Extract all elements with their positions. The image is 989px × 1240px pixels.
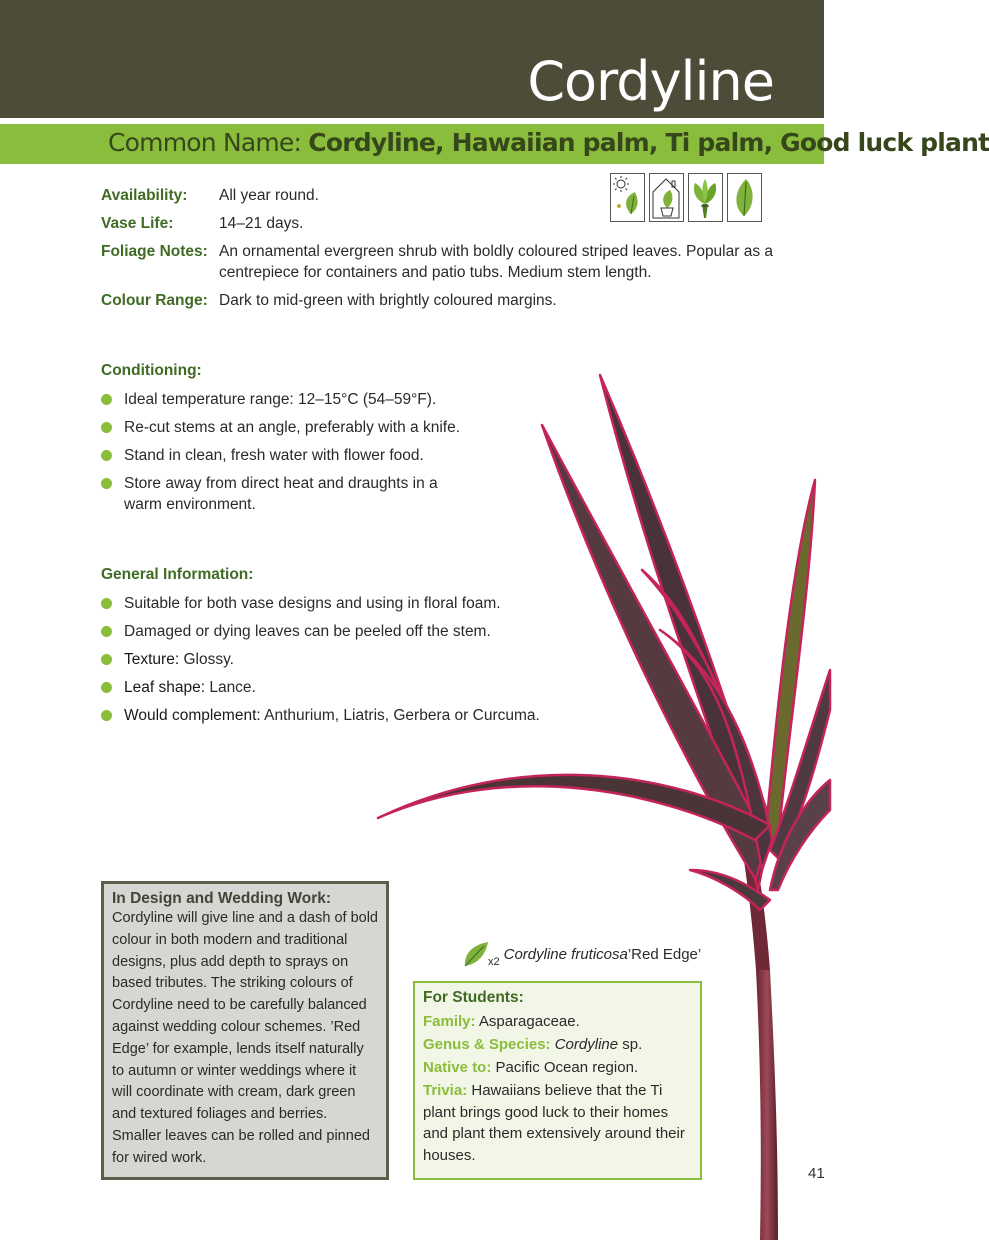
fact-foliage-notes [101,241,781,283]
list-item-term: Would complement: [124,707,261,724]
design-text: Cordyline will give line and a dash of bold colour in both modern and traditional designs, plus add depth to sprays on based tributes. The striking colours of Cordyline need to be carefully balanced against wedding colour schemes. ’Red Edge’ for example, lends itself naturally to autumn or winter weddings where it will coordinate with cream, dark green and textured foliages and berries. Smaller leaves can be rolled and pinned for wired work. [112,910,378,1166]
conditioning-list [101,389,481,522]
bullet-icon [101,654,112,665]
facts-list [101,185,781,318]
common-name-value: Cordyline, Hawaiian palm, Ti palm, Good luck plant [308,128,989,157]
list-item-text: Ideal temperature range: 12–15°C (54–59°F). [124,391,437,408]
common-name [108,128,989,157]
genus-value: Cordyline [554,1036,619,1053]
common-name-label: Common Name: [108,128,302,157]
list-item [101,705,571,726]
list-item [101,649,571,670]
multiplier-label: x2 [488,956,500,968]
list-item-text: Store away from direct heat and draughts in a warm environment. [124,475,438,513]
native-value: Pacific Ocean region. [491,1059,639,1076]
list-item [101,417,481,438]
cultivar-name: ’Red Edge’ [627,945,702,963]
bullet-icon [101,682,112,693]
page-title: Cordyline [527,50,774,113]
family-value: Asparagaceae. [475,1013,580,1030]
general-info-title: General Information: [101,566,254,583]
list-item [101,473,454,515]
list-item [101,621,571,642]
fact-label: Availability: [101,187,188,204]
bullet-icon [101,478,112,489]
list-item [101,677,571,698]
design-wedding-box [101,881,389,1180]
fact-value: 14–21 days. [219,215,304,232]
bullet-icon [101,626,112,637]
list-item-text: Suitable for both vase designs and using in floral foam. [124,595,501,612]
conditioning-title: Conditioning: [101,362,202,379]
bullet-icon [101,710,112,721]
bullet-icon [101,394,112,405]
fact-availability [101,185,781,206]
list-item-text: Anthurium, Liatris, Gerbera or Curcuma. [260,707,540,724]
list-item-text: Damaged or dying leaves can be peeled off the stem. [124,623,491,640]
students-box [413,981,702,1180]
list-item-term: Leaf shape: [124,679,206,696]
species-caption [462,940,701,968]
bullet-icon [101,598,112,609]
family-label: Family: [423,1013,476,1030]
species-name: Cordyline fruticosa [503,945,628,963]
list-item [101,389,481,410]
native-label: Native to: [423,1059,492,1076]
family-row [423,1011,692,1032]
fact-value: Dark to mid-green with brightly coloured margins. [219,292,557,309]
students-title: For Students: [423,989,524,1006]
trivia-row [423,1080,692,1166]
trivia-label: Trivia: [423,1082,468,1099]
native-row [423,1057,692,1078]
fact-label: Foliage Notes: [101,243,208,260]
fact-label: Colour Range: [101,292,208,309]
bullet-icon [101,422,112,433]
list-item-text: Lance. [205,679,256,696]
fact-colour-range [101,290,781,311]
general-info-list [101,593,571,733]
design-title: In Design and Wedding Work: [112,890,332,907]
list-item-text: Glossy. [179,651,234,668]
fact-vase-life [101,213,781,234]
list-item-text: Re-cut stems at an angle, preferably with a knife. [124,419,460,436]
list-item [101,445,481,466]
page-number: 41 [808,1165,825,1182]
list-item-term: Texture: [124,651,180,668]
fact-value: An ornamental evergreen shrub with boldly coloured striped leaves. Popular as a centrepiece for containers and patio tubs. Medium stem length. [219,243,774,281]
genus-suffix: sp. [618,1036,643,1053]
leaf-icon [462,940,490,968]
fact-value: All year round. [219,187,319,204]
trivia-value: Hawaiians believe that the Ti plant brings good luck to their homes and plant them extensively around their houses. [423,1082,685,1164]
bullet-icon [101,450,112,461]
fact-label: Vase Life: [101,215,174,232]
list-item-text: Stand in clean, fresh water with flower food. [124,447,424,464]
genus-label: Genus & Species: [423,1036,551,1053]
genus-row [423,1034,692,1055]
list-item [101,593,571,614]
